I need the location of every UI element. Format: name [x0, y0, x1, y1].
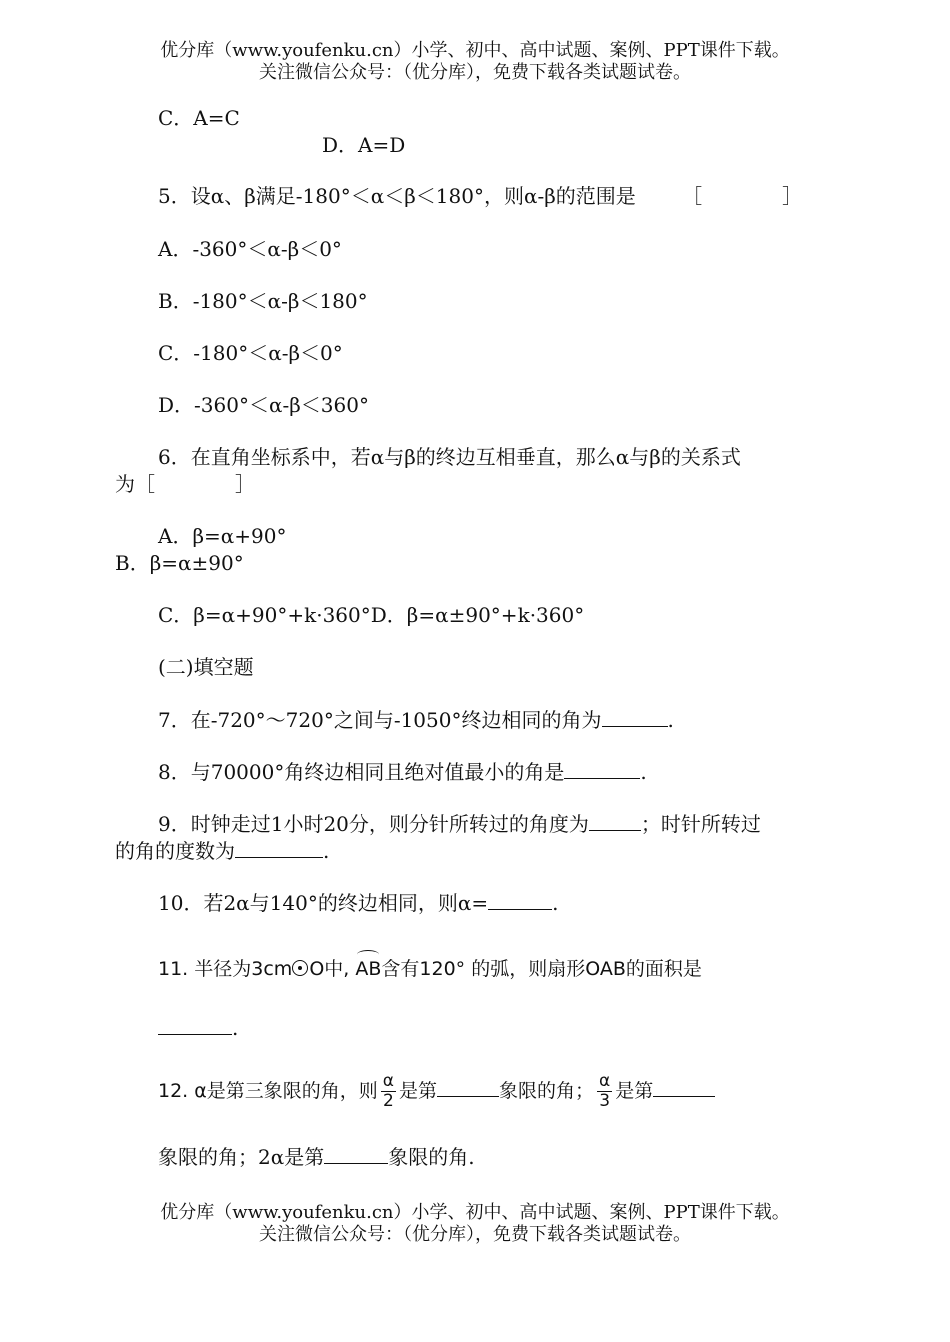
- q12-text-1: α是第三象限的角，则: [194, 1080, 378, 1102]
- q9-text-1: 9．时钟走过1小时20分，则分针所转过的角度为: [158, 812, 589, 836]
- q9-line-2: [115, 837, 329, 864]
- q10: [158, 889, 558, 916]
- footer-line-1: 优分库（www.youfenku.cn）小学、初中、高中试题、案例、PPT课件下载。: [160, 1202, 790, 1223]
- q4-option-d: D．A=D: [322, 133, 406, 157]
- section-heading: (二)填空题: [158, 655, 254, 679]
- fraction-alpha-over-3: [597, 1072, 612, 1111]
- q10-period: .: [552, 891, 559, 915]
- q7-answer-blank[interactable]: [602, 706, 668, 727]
- q6-option-a: A．β=α+90°: [158, 524, 287, 548]
- fraction-alpha-over-2: [381, 1072, 396, 1111]
- q6-stem-line-2: 为［ ］: [115, 472, 255, 496]
- q5-answer-bracket: ［ ］: [682, 184, 803, 208]
- header-line-2: 关注微信公众号：（优分库），免费下载各类试题试卷。: [259, 62, 691, 83]
- q4-option-c: C．A=C: [158, 106, 240, 130]
- q9-line-1: [158, 810, 761, 837]
- q11-answer-blank[interactable]: [158, 1014, 232, 1035]
- fraction-2-denominator: 3: [599, 1091, 611, 1111]
- q9-minute-hand-blank[interactable]: [589, 810, 641, 831]
- q12-line-2: [158, 1143, 475, 1170]
- q12-line-1: [158, 1068, 715, 1114]
- q6-stem-line-1: 6．在直角坐标系中，若α与β的终边互相垂直，那么α与β的关系式: [158, 445, 741, 469]
- footer-line-2: 关注微信公众号：（优分库），免费下载各类试题试卷。: [259, 1224, 691, 1245]
- q7-text: 7．在-720°～720°之间与-1050°终边相同的角为: [158, 708, 602, 732]
- q5-stem: [158, 183, 802, 209]
- q9-text-3: 的角的度数为: [115, 839, 235, 863]
- q7-period: .: [667, 708, 674, 732]
- q12-text-3: 象限的角；: [499, 1080, 595, 1102]
- q5-option-c: C．-180°＜α-β＜0°: [158, 341, 343, 365]
- q5-option-b: B．-180°＜α-β＜180°: [158, 289, 368, 313]
- q12-blank-2[interactable]: [653, 1076, 715, 1097]
- q12-blank-3[interactable]: [324, 1143, 388, 1164]
- q10-text: 10．若2α与140°的终边相同，则α=: [158, 891, 489, 915]
- q11-period: .: [232, 1016, 239, 1040]
- q5-stem-text: 5．设α、β满足-180°＜α＜β＜180°，则α-β的范围是: [158, 184, 636, 208]
- circle-dot-symbol: [292, 960, 308, 976]
- q11-text-1: 11. 半径为3cm: [158, 958, 293, 980]
- q5-option-a: A．-360°＜α-β＜0°: [158, 237, 342, 261]
- header-line-1: 优分库（www.youfenku.cn）小学、初中、高中试题、案例、PPT课件下载。: [160, 40, 790, 61]
- q11-line-1: [158, 956, 702, 982]
- q9-text-2: ；时针所转过: [640, 812, 761, 836]
- q8: [158, 758, 647, 785]
- q12-number: 12.: [158, 1080, 189, 1102]
- q12-text-6: 象限的角.: [388, 1145, 475, 1169]
- q8-answer-blank[interactable]: [564, 758, 640, 779]
- q7: [158, 706, 674, 733]
- q11-text-3: 含有120° 的弧，则扇形OAB的面积是: [381, 958, 702, 980]
- q11-line-2: [158, 1014, 238, 1041]
- q12-text-5: 象限的角；2α是第: [158, 1145, 325, 1169]
- circle-letter: O: [309, 958, 325, 980]
- fraction-1-denominator: 2: [382, 1091, 394, 1111]
- q12-text-4: 是第: [615, 1080, 654, 1102]
- q9-period: .: [323, 839, 330, 863]
- arc-ab-symbol: AB: [355, 958, 382, 980]
- q6-option-b: B．β=α±90°: [115, 551, 244, 575]
- q10-answer-blank[interactable]: [488, 889, 552, 910]
- q12-text-2: 是第: [399, 1080, 438, 1102]
- q11-text-2: 中,: [324, 958, 356, 980]
- q5-option-d: D．-360°＜α-β＜360°: [158, 393, 369, 417]
- q8-text: 8．与70000°角终边相同且绝对值最小的角是: [158, 760, 565, 784]
- q9-hour-hand-blank[interactable]: [235, 837, 323, 858]
- q12-blank-1[interactable]: [437, 1076, 499, 1097]
- q6-option-cd: C．β=α+90°+k·360°D．β=α±90°+k·360°: [158, 603, 585, 627]
- q8-period: .: [640, 760, 647, 784]
- fraction-1-numerator: α: [382, 1071, 395, 1091]
- fraction-2-numerator: α: [599, 1071, 611, 1091]
